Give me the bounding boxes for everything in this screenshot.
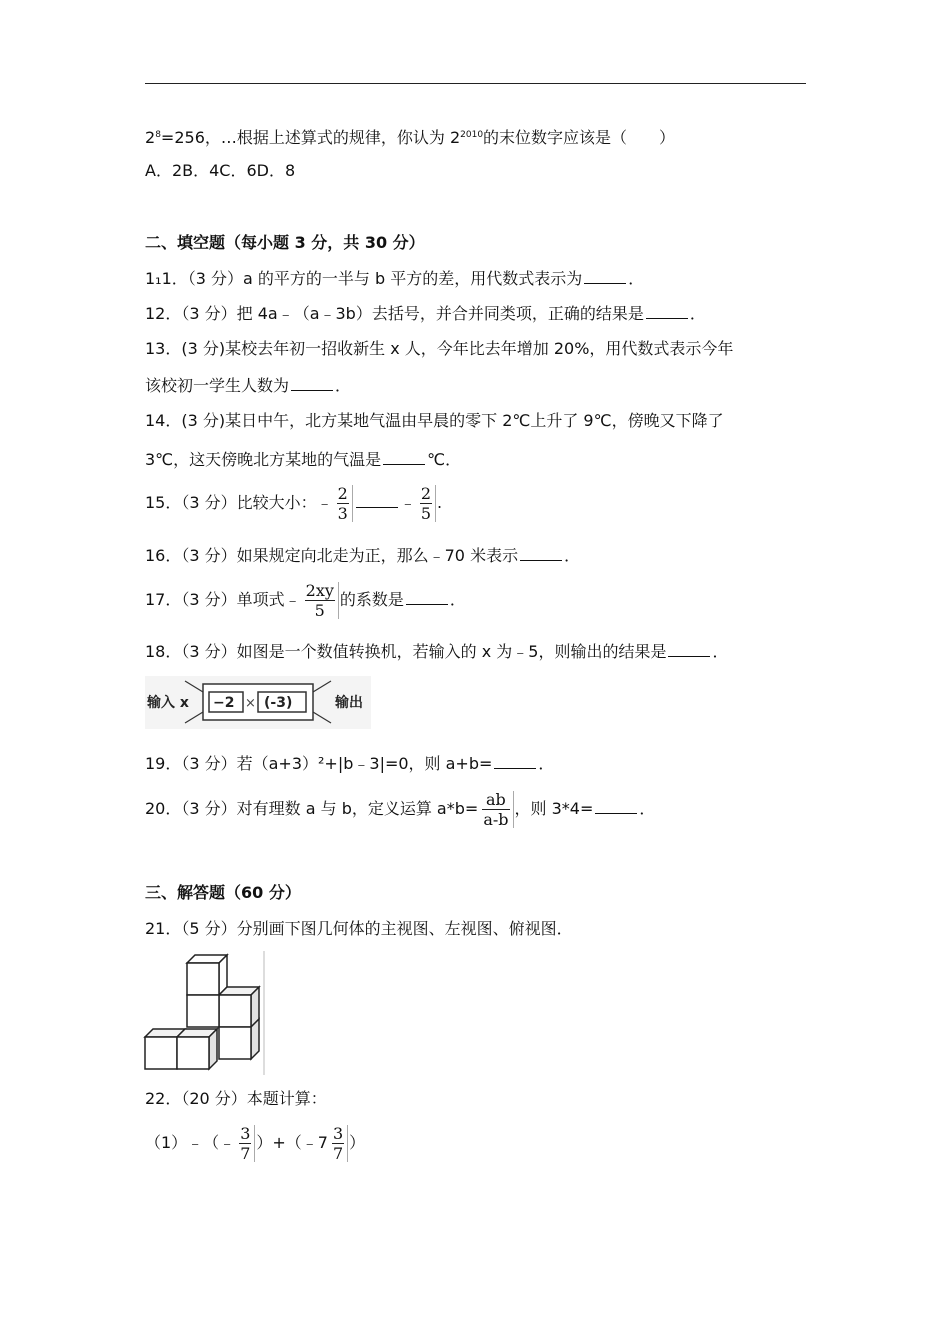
- q18: 18．（3 分）如图是一个数值转换机，若输入的 x 为﹣5，则输出的结果是 ．: [145, 642, 729, 661]
- machine-input-label: 输入 x: [147, 695, 189, 711]
- answer-blank[interactable]: [584, 267, 626, 284]
- fraction: $\frac{ab}{a-b}$: [479, 791, 513, 828]
- conversion-machine-diagram: [145, 676, 371, 729]
- machine-box1-text: −2: [213, 695, 235, 711]
- q10-line: $2^8=256$，…根据上述算式的规律，你认为 $2^{2010}$的末位数字应该是（ ）: [145, 128, 676, 147]
- fraction: $\frac{3}{7}$: [236, 1125, 255, 1162]
- q17: 17．（3 分）单项式﹣ $\frac{2xy}{5}$ 的系数是 ．: [145, 581, 466, 620]
- answer-blank[interactable]: [356, 491, 398, 508]
- machine-output-label: 输出: [335, 695, 363, 711]
- answer-blank[interactable]: [406, 588, 448, 605]
- q14-line1: 14．(3 分)某日中午，北方某地气温由早晨的零下 2℃上升了 9℃，傍晚又下降了: [145, 411, 724, 430]
- q13-line2: 该校初一学生人数为 ．: [145, 376, 352, 395]
- machine-times-sign: ×: [245, 696, 256, 711]
- q19: 19．（3 分）若（a+3）²+|b﹣3|=0，则 a+b= ．: [145, 754, 555, 773]
- answer-blank[interactable]: [520, 544, 562, 561]
- q22-part1: （1）﹣（﹣ $\frac{3}{7}$ ）+（﹣7 $\frac{3}{7}$ ）: [145, 1124, 366, 1163]
- q10-options: A．2B．4C．6D．8: [145, 161, 296, 180]
- answer-blank[interactable]: [291, 374, 333, 391]
- q11: 1₁1．（3 分）a 的平方的一半与 b 平方的差，用代数式表示为 ．: [145, 269, 645, 288]
- fraction: $\frac{2xy}{5}$: [302, 582, 339, 619]
- q13-line1: 13．(3 分)某校去年初一招收新生 x 人，今年比去年增加 20%，用代数式表示今年: [145, 339, 734, 358]
- answer-blank[interactable]: [383, 448, 425, 465]
- q16: 16．（3 分）如果规定向北走为正，那么﹣70 米表示 ．: [145, 546, 581, 565]
- section2-heading: 二、填空题（每小题 3 分，共 30 分）: [145, 233, 425, 252]
- fraction: $\frac{3}{7}$: [329, 1125, 348, 1162]
- q21: 21．（5 分）分别画下图几何体的主视图、左视图、俯视图．: [145, 919, 573, 938]
- answer-blank[interactable]: [494, 752, 536, 769]
- answer-blank[interactable]: [668, 640, 710, 657]
- q15: 15．（3 分）比较大小：﹣ $\frac{2}{3}$ ﹣ $\frac{2}{5}$ .: [145, 484, 443, 523]
- section3-heading: 三、解答题（60 分）: [145, 883, 301, 902]
- q14-line2: 3℃，这天傍晚北方某地的气温是 ℃．: [145, 450, 462, 469]
- fraction: $\frac{2}{3}$: [334, 485, 353, 522]
- machine-box2-text: (-3): [264, 695, 293, 711]
- fraction: $\frac{2}{5}$: [417, 485, 436, 522]
- q22: 22．（20 分）本题计算：: [145, 1089, 327, 1108]
- header-rule: [145, 83, 806, 84]
- q20: 20．（3 分）对有理数 a 与 b，定义运算 a*b= $\frac{ab}{a-b}$ ，则 3*4= ．: [145, 790, 656, 829]
- q12: 12．（3 分）把 4a﹣（a﹣3b）去括号，并合并同类项，正确的结果是 ．: [145, 304, 706, 323]
- answer-blank[interactable]: [595, 797, 637, 814]
- cube-stack-figure: [143, 951, 265, 1075]
- answer-blank[interactable]: [646, 302, 688, 319]
